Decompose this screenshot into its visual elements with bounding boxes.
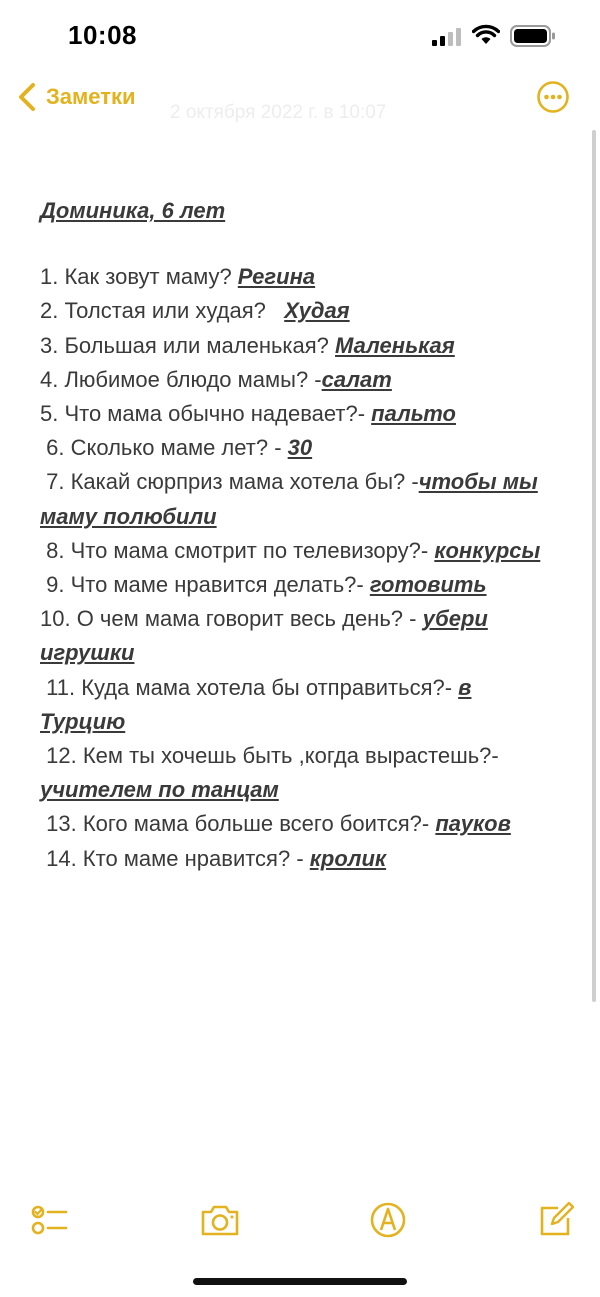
list-item: 10. О чем мама говорит весь день? - убери игрушки bbox=[40, 606, 488, 666]
answer: убери игрушки bbox=[40, 606, 488, 666]
answer: 30 bbox=[287, 435, 313, 461]
camera-icon[interactable] bbox=[198, 1198, 242, 1242]
answer: учителем по танцам bbox=[40, 777, 279, 803]
bottom-toolbar bbox=[0, 1198, 600, 1242]
list-item: 1. Как зовут маму? Регина bbox=[40, 264, 316, 290]
answer: салат bbox=[321, 366, 392, 392]
cellular-signal-icon bbox=[432, 28, 464, 46]
list-item: 3. Большая или маленькая? Маленькая bbox=[40, 332, 455, 358]
list-item: 9. Что маме нравится делать?- готовить bbox=[40, 572, 487, 598]
answer: готовить bbox=[369, 572, 487, 598]
list-item: 5. Что мама обычно надевает?- пальто bbox=[40, 401, 456, 427]
back-button[interactable] bbox=[16, 80, 136, 114]
list-item: 4. Любимое блюдо мамы? -салат bbox=[40, 366, 392, 392]
list-item: 14. Кто маме нравится? - кролик bbox=[40, 845, 387, 871]
more-options-icon[interactable] bbox=[536, 80, 570, 114]
answer: Маленькая bbox=[335, 332, 455, 358]
answer: пауков bbox=[435, 811, 511, 837]
answer: пальто bbox=[371, 401, 456, 427]
battery-icon bbox=[510, 25, 556, 47]
note-date: 2 октября 2022 г. в 10:07 bbox=[170, 102, 387, 123]
list-item: 2. Толстая или худая? Худая bbox=[40, 298, 350, 324]
list-item: 11. Куда мама хотела бы отправиться?- в Турцию bbox=[40, 674, 472, 734]
answer: Худая bbox=[284, 298, 350, 324]
chevron-left-icon bbox=[16, 82, 38, 112]
back-button-label: Заметки bbox=[46, 84, 136, 109]
checklist-icon[interactable] bbox=[28, 1198, 72, 1242]
answer: Регина bbox=[237, 264, 316, 290]
navigation-bar bbox=[0, 72, 600, 122]
status-time: 10:08 bbox=[68, 20, 137, 50]
scrollbar[interactable] bbox=[592, 130, 596, 1002]
wifi-icon bbox=[472, 24, 500, 46]
note-body[interactable] bbox=[40, 194, 560, 876]
status-bar bbox=[0, 0, 600, 70]
answer: чтобы мы маму полюбили bbox=[40, 469, 538, 529]
markup-icon[interactable] bbox=[366, 1198, 410, 1242]
list-item: 6. Сколько маме лет? - 30 bbox=[40, 435, 313, 461]
note-title: Доминика, 6 лет bbox=[40, 198, 226, 223]
answer: конкурсы bbox=[434, 537, 541, 563]
list-item: 7. Какай сюрприз мама хотела бы? -чтобы мы маму полюбили bbox=[40, 469, 538, 529]
list-item: 8. Что мама смотрит по телевизору?- конкурсы bbox=[40, 537, 541, 563]
answer: в Турцию bbox=[40, 674, 472, 734]
home-indicator[interactable] bbox=[193, 1278, 407, 1285]
compose-icon[interactable] bbox=[534, 1198, 578, 1242]
answer: кролик bbox=[309, 845, 387, 871]
list-item: 12. Кем ты хочешь быть ,когда вырастешь?- учителем по танцам bbox=[40, 743, 505, 803]
list-item: 13. Кого мама больше всего боится?- пауков bbox=[40, 811, 511, 837]
